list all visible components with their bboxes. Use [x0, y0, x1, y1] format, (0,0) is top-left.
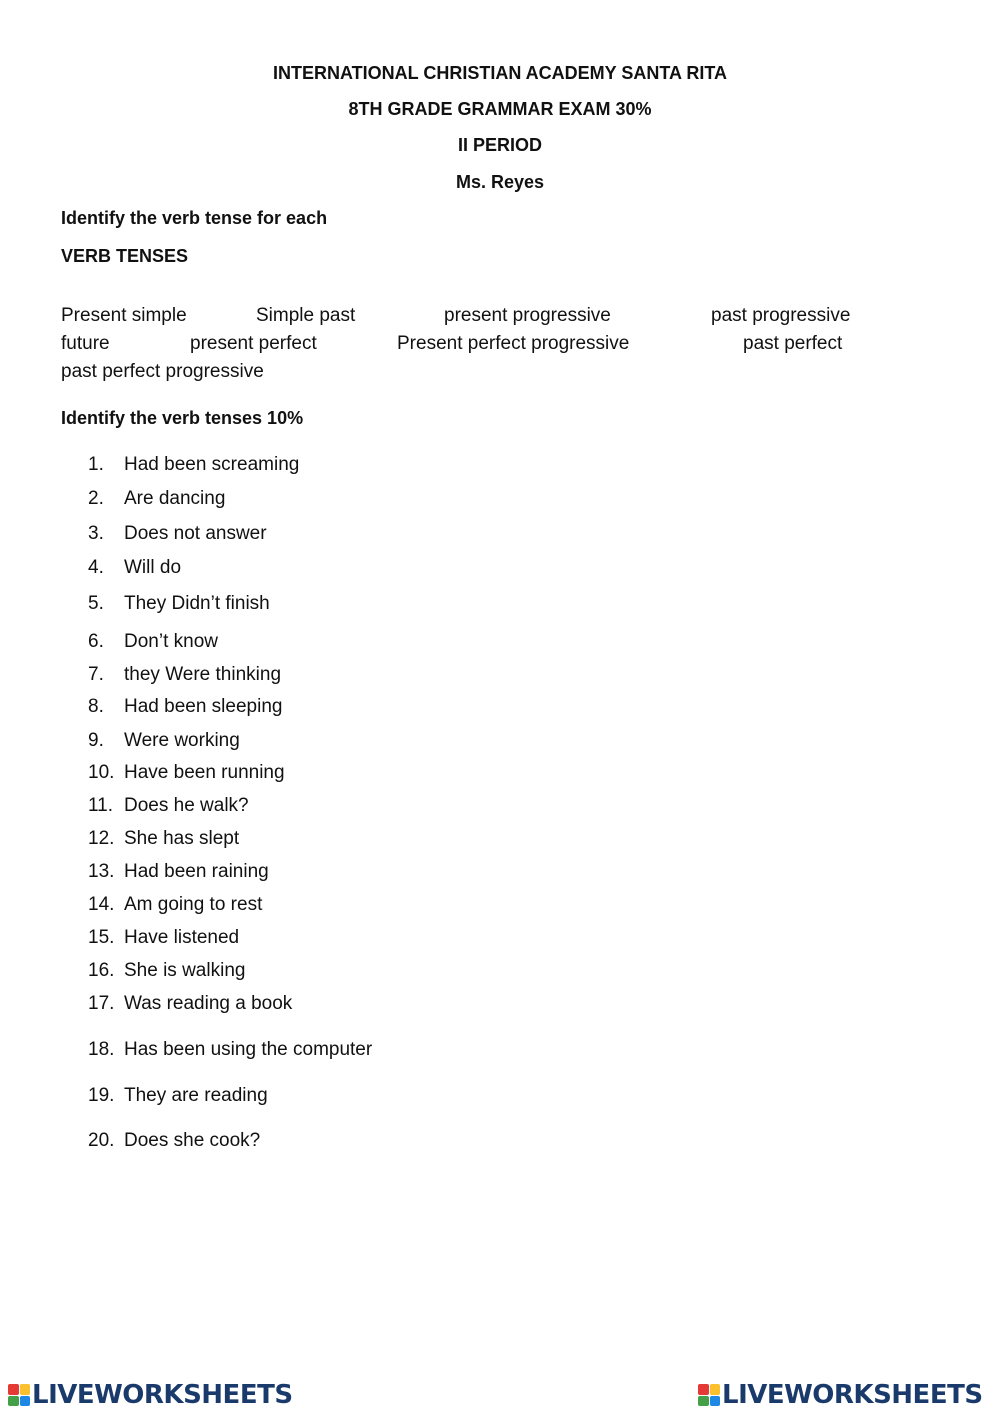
school-name: INTERNATIONAL CHRISTIAN ACADEMY SANTA RITA [273, 63, 727, 83]
tense-option: past perfect progressive [61, 361, 264, 382]
list-item [88, 730, 240, 752]
logo-square [20, 1384, 31, 1395]
item-number: 19. [88, 1085, 115, 1106]
tense-option: past perfect [743, 333, 843, 354]
item-number: 14. [88, 894, 115, 915]
list-item [88, 557, 181, 579]
item-text: Will do [124, 557, 182, 578]
item-text: Was reading a book [124, 993, 293, 1014]
item-text: Have listened [124, 927, 240, 948]
list-item [88, 993, 292, 1015]
item-text: She is walking [124, 960, 246, 981]
item-text: Were working [124, 730, 240, 751]
list-item [88, 593, 270, 615]
item-number: 18. [88, 1039, 115, 1060]
tense-option: past progressive [711, 305, 851, 326]
footer-brand-right[interactable] [698, 1380, 983, 1410]
list-item [88, 1085, 268, 1107]
list-item [88, 631, 218, 653]
item-text: They are reading [124, 1085, 268, 1106]
item-number: 16. [88, 960, 115, 981]
tense-option: future [61, 333, 110, 354]
logo-square [698, 1396, 709, 1407]
item-text: Does not answer [124, 523, 267, 544]
item-text: Had been raining [124, 861, 269, 882]
list-item [88, 894, 262, 916]
teacher-name: Ms. Reyes [455, 172, 545, 192]
period-label: II PERIOD [457, 135, 542, 155]
item-text: Had been screaming [124, 454, 300, 475]
item-number: 7. [88, 664, 104, 685]
item-number: 17. [88, 993, 115, 1014]
logo-square [8, 1384, 19, 1395]
list-item [88, 488, 225, 510]
list-item [88, 960, 245, 982]
item-number: 10. [88, 762, 115, 783]
item-text: they Were thinking [124, 664, 282, 685]
item-number: 8. [88, 696, 104, 717]
item-text: They Didn’t finish [124, 593, 270, 614]
item-text: Am going to rest [124, 894, 263, 915]
list-item [88, 1039, 372, 1061]
item-number: 15. [88, 927, 115, 948]
instruction-identify-tenses: Identify the verb tenses 10% [61, 408, 304, 428]
tense-option: Present simple [61, 305, 187, 326]
liveworksheets-logo-icon [8, 1384, 30, 1406]
item-number: 13. [88, 861, 115, 882]
list-item [88, 927, 239, 949]
list-item [88, 861, 269, 883]
item-number: 6. [88, 631, 104, 652]
item-number: 9. [88, 730, 104, 751]
logo-square [20, 1396, 31, 1407]
item-number: 5. [88, 593, 104, 614]
instruction-identify-each: Identify the verb tense for each [61, 208, 328, 228]
list-item [88, 523, 267, 545]
item-number: 12. [88, 828, 115, 849]
item-number: 4. [88, 557, 104, 578]
list-item [88, 828, 239, 850]
footer-brand-left[interactable] [8, 1380, 293, 1410]
tense-option: Present perfect progressive [397, 333, 630, 354]
tense-option: Simple past [256, 305, 356, 326]
item-text: Have been running [124, 762, 285, 783]
item-text: Has been using the computer [124, 1039, 373, 1060]
item-text: Don’t know [124, 631, 218, 652]
item-number: 3. [88, 523, 104, 544]
item-text: Does he walk? [124, 795, 249, 816]
item-text: Are dancing [124, 488, 226, 509]
logo-square [8, 1396, 19, 1407]
logo-square [710, 1396, 721, 1407]
item-number: 1. [88, 454, 104, 475]
list-item [88, 696, 282, 718]
item-text: Does she cook? [124, 1130, 261, 1151]
exam-title: 8TH GRADE GRAMMAR EXAM 30% [348, 99, 652, 119]
liveworksheets-logo-icon [698, 1384, 720, 1406]
brand-wordmark: LIVEWORKSHEETS [722, 1380, 983, 1410]
item-text: She has slept [124, 828, 240, 849]
list-item [88, 664, 281, 686]
list-item [88, 762, 285, 784]
logo-square [710, 1384, 721, 1395]
brand-wordmark: LIVEWORKSHEETS [32, 1380, 293, 1410]
tense-option: present perfect [190, 333, 317, 354]
verb-tenses-heading: VERB TENSES [61, 246, 189, 266]
tense-option: present progressive [444, 305, 611, 326]
item-number: 2. [88, 488, 104, 509]
logo-square [698, 1384, 709, 1395]
list-item [88, 454, 299, 476]
item-number: 11. [88, 795, 114, 816]
item-text: Had been sleeping [124, 696, 283, 717]
list-item [88, 795, 249, 817]
item-number: 20. [88, 1130, 115, 1151]
list-item [88, 1130, 260, 1152]
